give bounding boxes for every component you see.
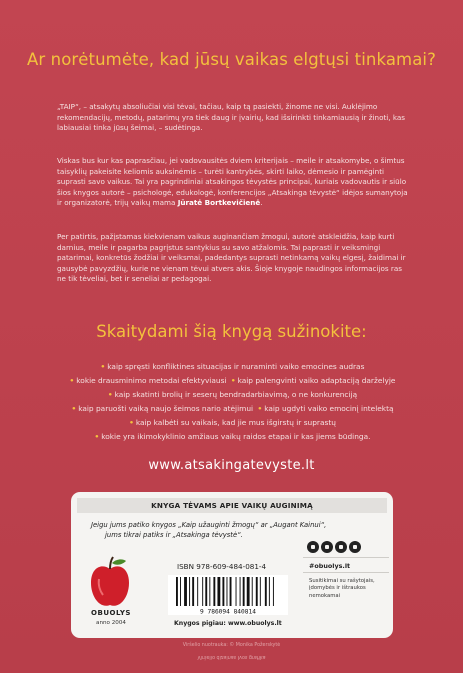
bullet-dot-icon: • — [230, 376, 236, 385]
publisher-info-box — [71, 492, 393, 638]
barcode-bar — [209, 577, 210, 606]
barcode-bar — [269, 577, 270, 606]
bullet-item: kaip kalbėti su vaikais, kad jie mus išgirstų ir suprastų — [135, 418, 336, 427]
author-name: Jūratė Bortkevičienė — [177, 198, 261, 208]
principles-end: . — [260, 198, 263, 208]
bullet-item: kaip paruošti vaiką naujo šeimos nario atėjimui — [78, 404, 254, 413]
design-credit: Viršelio dizainas Ivos grafika — [197, 654, 266, 659]
bullet-row — [0, 402, 463, 416]
website-url: www.atsakingatevyste.lt — [148, 458, 315, 473]
barcode-bar — [197, 577, 198, 606]
barcode-bar — [176, 577, 178, 606]
bullet-row — [0, 416, 463, 430]
barcode-bar — [184, 577, 187, 606]
divider — [303, 572, 389, 573]
barcode-bar — [180, 577, 181, 606]
bullet-dot-icon: • — [100, 362, 106, 371]
bullet-row — [0, 374, 463, 388]
hashtag: #obuolys.lt — [309, 562, 351, 570]
meetings-text: Susitikimai su rašytojais, įdomybės ir ištraukos nemokamai — [309, 578, 375, 599]
barcode-bar — [217, 577, 220, 606]
bullet-item: kaip spręsti konfliktines situacijas ir nuraminti vaiko emocines audras — [107, 362, 365, 371]
barcode-bar — [247, 577, 250, 606]
barcode-bar — [243, 577, 245, 606]
bullet-item: kaip ugdyti vaiko emocinį intelektą — [264, 404, 394, 413]
bullet-dot-icon: • — [71, 404, 77, 413]
barcode-bar — [260, 577, 261, 606]
bullet-item: kaip skatinti brolių ir seserų bendradarbiavimą, o ne konkurenciją — [114, 390, 358, 399]
intro-paragraph: „TAIP“, – atsakytų absoliučiai visi tėvai, tačiau, kaip tą pasiekti, žinome ne visi. Auklėjimo rekomendacijų, metodų, patarimų yra tiek daug ir įvairių, kad išsirinkti tinkamiausią ir žinoti, kas labiausiai tinka jūsų šeimai, – sudėtinga. — [57, 102, 406, 133]
barcode-bar — [256, 577, 258, 606]
headline: Ar norėtumėte, kad jūsų vaikas elgtųsi tinkamai? — [27, 50, 436, 69]
bullet-list — [0, 360, 463, 444]
bullet-row — [0, 388, 463, 402]
publisher-name: OBUOLYS — [91, 609, 131, 617]
barcode-bar — [265, 577, 267, 606]
divider — [303, 557, 389, 558]
instagram-icon[interactable] — [321, 541, 333, 553]
barcode-bar — [240, 577, 241, 606]
barcode-bar — [192, 577, 194, 606]
barcode-bar — [205, 577, 207, 606]
recommendation-line: jums tikrai patiks ir „Atsakinga tėvystė“. — [105, 530, 243, 539]
barcode-bar — [252, 577, 253, 606]
barcode-bar — [213, 577, 215, 606]
recommendation-note — [91, 521, 373, 540]
social-icons — [307, 541, 389, 554]
barcode-bar — [189, 577, 190, 606]
bullet-item: kaip palengvinti vaiko adaptaciją darželyje — [237, 376, 396, 385]
book-category: KNYGA TĖVAMS APIE VAIKŲ AUGINIMĄ — [77, 498, 387, 513]
bullet-dot-icon: • — [69, 376, 75, 385]
barcode-bar — [273, 577, 274, 606]
barcode-bar — [202, 577, 203, 606]
photo-credit: Viršelio nuotrauka: © Monika Požerskytė — [182, 643, 281, 648]
email-icon[interactable] — [335, 541, 347, 553]
subheading: Skaitydami šią knygą sužinokite: — [96, 322, 367, 341]
barcode-icon — [168, 575, 288, 615]
publisher-year: anno 2004 — [96, 620, 126, 626]
apple-logo-icon — [87, 555, 133, 611]
barcode-bar — [236, 577, 237, 606]
principles-paragraph — [57, 156, 409, 209]
principles-text: Viskas bus kur kas paprasčiau, jei vadovausitės dviem kriterijais – meile ir atsakomybe, o šimtus taisyklių pakeisite keliomis auksinėmis – turėti kantrybės, skirti laiko, dėmesio ir pamėginti suprasti savo vaikus. Tai yra pagrindiniai atsakingos tėvystės principai, kuriais vadovautis ir siūlo šios knygos autorė – psichologė, edukologė, konferencijos „Atsakinga tėvystė“ idėjos sumanytoja ir organizatorė, trijų vaikų mama — [57, 156, 408, 208]
barcode-bar — [227, 577, 228, 606]
facebook-icon[interactable] — [307, 541, 319, 553]
youtube-icon[interactable] — [349, 541, 361, 553]
recommendation-line: Jeigu jums patiko knygos „Kaip užauginti žmogų“ ar „Augant Kainui“, — [91, 521, 327, 529]
barcode-bar — [230, 577, 232, 606]
description-paragraph: Per patirtis, pažįstamas kiekvienam vaikus auginančiam žmogui, autorė atskleidžia, kaip kurti darnius, meile ir pagarba pagrįstus santykius su savo atžalomis. Tai paprasti ir veiksmingi patarimai, konkretūs žodžiai ir veiksmai, padedantys suprasti netinkamą vaikų elgesį, žaidimai ir gausybė pavyzdžių, kurie ne vienam tėvui atvers akis. Šioje knygoje naudingos informacijos ras ne tik tėveliai, bet ir seneliai ar pedagogai. — [57, 232, 406, 284]
bullet-dot-icon: • — [129, 418, 134, 427]
bullet-dot-icon: • — [107, 390, 113, 399]
bullet-dot-icon: • — [257, 404, 263, 413]
bullet-item: kokie drausminimo metodai efektyviausi — [76, 376, 227, 385]
bullet-row — [0, 360, 463, 374]
barcode-digits: 9 786094 840814 — [200, 608, 256, 615]
barcode-bar — [222, 577, 224, 606]
bullet-item: kokie yra ikimokyklinio amžiaus vaikų raidos etapai ir kas jiems būdinga. — [101, 432, 371, 441]
buy-cheaper-link[interactable]: Knygos pigiau: www.obuolys.lt — [174, 620, 282, 627]
bullet-row — [0, 430, 463, 444]
isbn: ISBN 978-609-484-081-4 — [177, 562, 267, 571]
bullet-dot-icon: • — [94, 432, 100, 441]
